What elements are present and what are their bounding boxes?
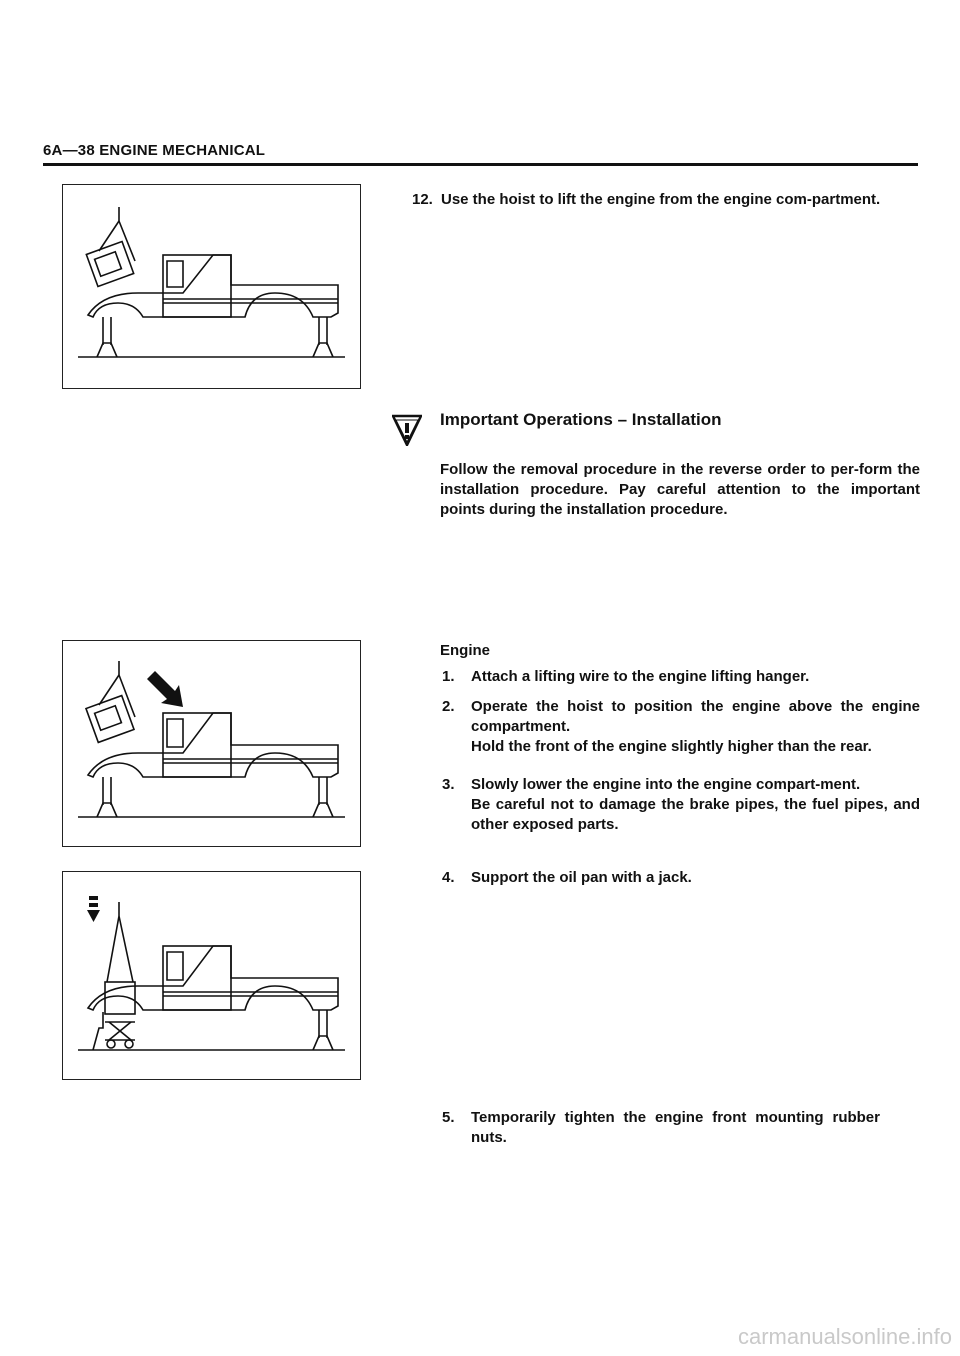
step-text: Use the hoist to lift the engine from the engine com-partment. bbox=[441, 191, 881, 208]
section-heading: Important Operations – Installation bbox=[440, 410, 722, 429]
step-number: 1. bbox=[442, 668, 455, 685]
down-arrow-icon bbox=[87, 896, 100, 922]
step-text: Temporarily tighten the engine front mounting rubber nuts. bbox=[471, 1109, 880, 1146]
installation-step-5 bbox=[442, 1108, 920, 1150]
step-number: 12. bbox=[412, 191, 433, 208]
step-note: Hold the front of the engine slightly higher than the rear. bbox=[471, 738, 872, 755]
step-number: 4. bbox=[442, 869, 455, 886]
installation-step-4 bbox=[442, 868, 920, 888]
truck-engine-jack-illustration bbox=[63, 872, 360, 1079]
step-text: Operate the hoist to position the engine above the engine compartment. bbox=[471, 698, 920, 735]
watermark: carmanualsonline.info bbox=[737, 1324, 952, 1349]
page-header-title: 6A—38 ENGINE MECHANICAL bbox=[43, 142, 266, 159]
step-note: Be careful not to damage the brake pipes, the fuel pipes, and other exposed parts. bbox=[471, 796, 920, 833]
truck-hoist-illustration bbox=[63, 185, 360, 388]
step-text: Support the oil pan with a jack. bbox=[471, 869, 692, 886]
installation-step-2 bbox=[442, 697, 920, 777]
installation-step-3 bbox=[442, 775, 920, 855]
truck-engine-positioning-illustration bbox=[63, 641, 360, 846]
step-text: Slowly lower the engine into the engine compart-ment. bbox=[471, 776, 861, 793]
step-text: Attach a lifting wire to the engine lifting hanger. bbox=[471, 668, 810, 685]
figure-engine-above-compartment bbox=[62, 640, 361, 847]
installation-step-1 bbox=[442, 667, 920, 687]
step-number: 5. bbox=[442, 1109, 455, 1126]
figure-engine-lowered-on-jack bbox=[62, 871, 361, 1080]
step-number: 3. bbox=[442, 776, 455, 793]
figure-hoist-lifting-engine bbox=[62, 184, 361, 389]
removal-step-12 bbox=[412, 190, 920, 232]
diagonal-arrow-icon bbox=[147, 671, 183, 707]
engine-subheading: Engine bbox=[440, 642, 491, 659]
important-warning-icon bbox=[392, 414, 422, 446]
header-rule bbox=[43, 163, 918, 166]
step-number: 2. bbox=[442, 698, 455, 715]
installation-intro: Follow the removal procedure in the reverse order to per-form the installation procedure. Pay careful attention to the important points during the installation procedure. bbox=[440, 461, 920, 518]
